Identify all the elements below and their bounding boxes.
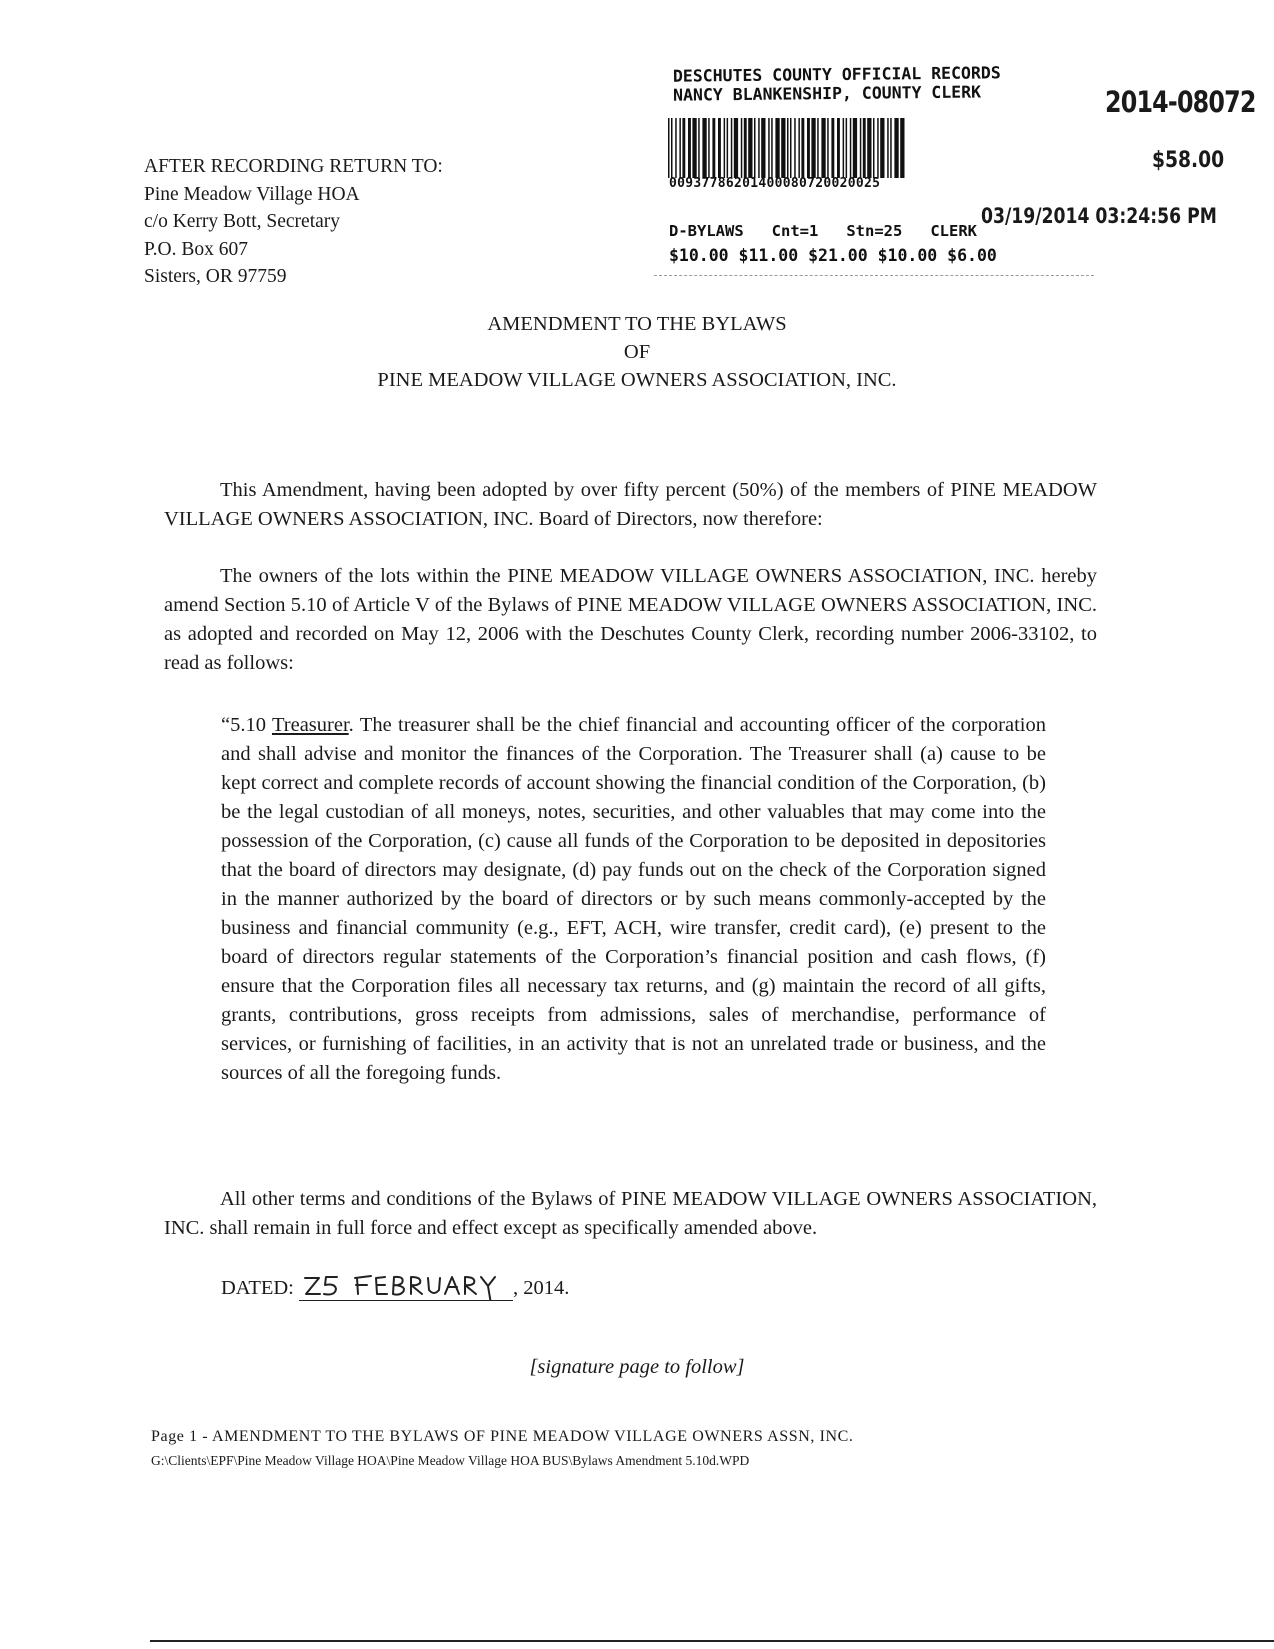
handwritten-date-image: [301, 1270, 511, 1300]
barcode-digits: 00937786201400080720020025: [669, 176, 881, 191]
fees-breakdown: $10.00 $11.00 $21.00 $10.00 $6.00: [669, 246, 997, 265]
return-heading: AFTER RECORDING RETURN TO:: [144, 156, 443, 177]
recording-stamp-heading: [673, 63, 1001, 104]
return-address-block: [144, 153, 443, 291]
amendment-paragraph: The owners of the lots within the PINE MEADOW VILLAGE OWNERS ASSOCIATION, INC. hereby amend Section 5.10 of Article V of the Bylaws of PINE MEADOW VILLAGE OWNERS ASSOCIATION, INC. as adopted and recorded on May 12, 2006 with the Deschutes County Clerk, recording number 2006-33102, to read as follows:: [164, 565, 1097, 674]
recording-office: DESCHUTES COUNTY OFFICIAL RECORDS: [672, 63, 1001, 86]
barcode-image: [668, 118, 1068, 178]
handwritten-date: [299, 1270, 513, 1301]
section-body: . The treasurer shall be the chief financial and accounting officer of the corporation and shall advise and monitor the finances of the Corporation. The Treasurer shall (a) cause to be kept correct and complete records of account showing the financial condition of the Corporation, (b) be the legal custodian of all moneys, notes, securities, and other valuables that may come into the possession of the Corporation, (c) cause all funds of the Corporation to be deposited in depositories that the board of directors may designate, (d) pay funds out on the check of the Corporation signed in the manner authorized by the board of directors or by such means commonly-accepted by the business and financial community (e.g., EFT, ACH, wire transfer, credit card), (e) present to the board of directors regular statements of the Corporation’s financial position and cash flows, (f) ensure that the Corporation files all necessary tax returns, and (g) maintain the record of all gifts, grants, contributions, gross receipts from admissions, sales of merchandise, performance of services, or furnishing of facilities, in an activity that is not an unrelated trade or business, and the sources of all the foregoing funds.: [221, 714, 1046, 1084]
document-title-line1: AMENDMENT TO THE BYLAWS: [487, 313, 787, 335]
section-prefix: “5.10: [221, 714, 272, 736]
section-heading: Treasurer: [271, 714, 349, 736]
document-title-line2: OF: [623, 341, 651, 363]
section-5-10-text: [221, 711, 1046, 1088]
return-line: Sisters, OR 97759: [144, 266, 287, 287]
signature-page-note: [signature page to follow]: [529, 1356, 745, 1378]
total-fee: $58.00: [1152, 148, 1225, 173]
stamp-details-line: [669, 222, 977, 240]
dated-line: [221, 1270, 569, 1301]
return-line: Pine Meadow Village HOA: [144, 183, 360, 205]
dated-label: DATED:: [221, 1277, 294, 1299]
recorded-timestamp: 03/19/2014 03:24:56 PM: [981, 204, 1217, 228]
dated-year: , 2014.: [513, 1277, 570, 1299]
footer-file-path: G:\Clients\EPF\Pine Meadow Village HOA\Pine Meadow Village HOA BUS\Bylaws Amendment 5.10d.WPD: [151, 1453, 750, 1468]
document-title-line3: PINE MEADOW VILLAGE OWNERS ASSOCIATION, INC.: [377, 369, 897, 391]
stamp-divider: [654, 275, 1094, 276]
return-line: P.O. Box 607: [144, 238, 249, 260]
county-clerk-name: NANCY BLANKENSHIP, COUNTY CLERK: [673, 82, 982, 105]
closing-paragraph: All other terms and conditions of the Bylaws of PINE MEADOW VILLAGE OWNERS ASSOCIATION, INC. shall remain in full force and effect except as specifically amended above.: [164, 1188, 1097, 1239]
return-line: c/o Kerry Bott, Secretary: [144, 211, 341, 232]
count-label: Cnt=1: [771, 222, 819, 240]
document-number: 2014-08072: [1105, 85, 1256, 119]
adoption-paragraph: This Amendment, having been adopted by over fifty percent (50%) of the members of PINE MEADOW VILLAGE OWNERS ASSOCIATION, INC. Board of Directors, now therefore:: [164, 479, 1097, 530]
clerk-label: CLERK: [930, 222, 977, 240]
page-bottom-edge: [150, 1640, 1274, 1642]
footer-page-line: Page 1 - AMENDMENT TO THE BYLAWS OF PINE MEADOW VILLAGE OWNERS ASSN, INC.: [151, 1428, 854, 1445]
doc-type: D-BYLAWS: [669, 222, 744, 240]
station-label: Stn=25: [846, 222, 903, 240]
